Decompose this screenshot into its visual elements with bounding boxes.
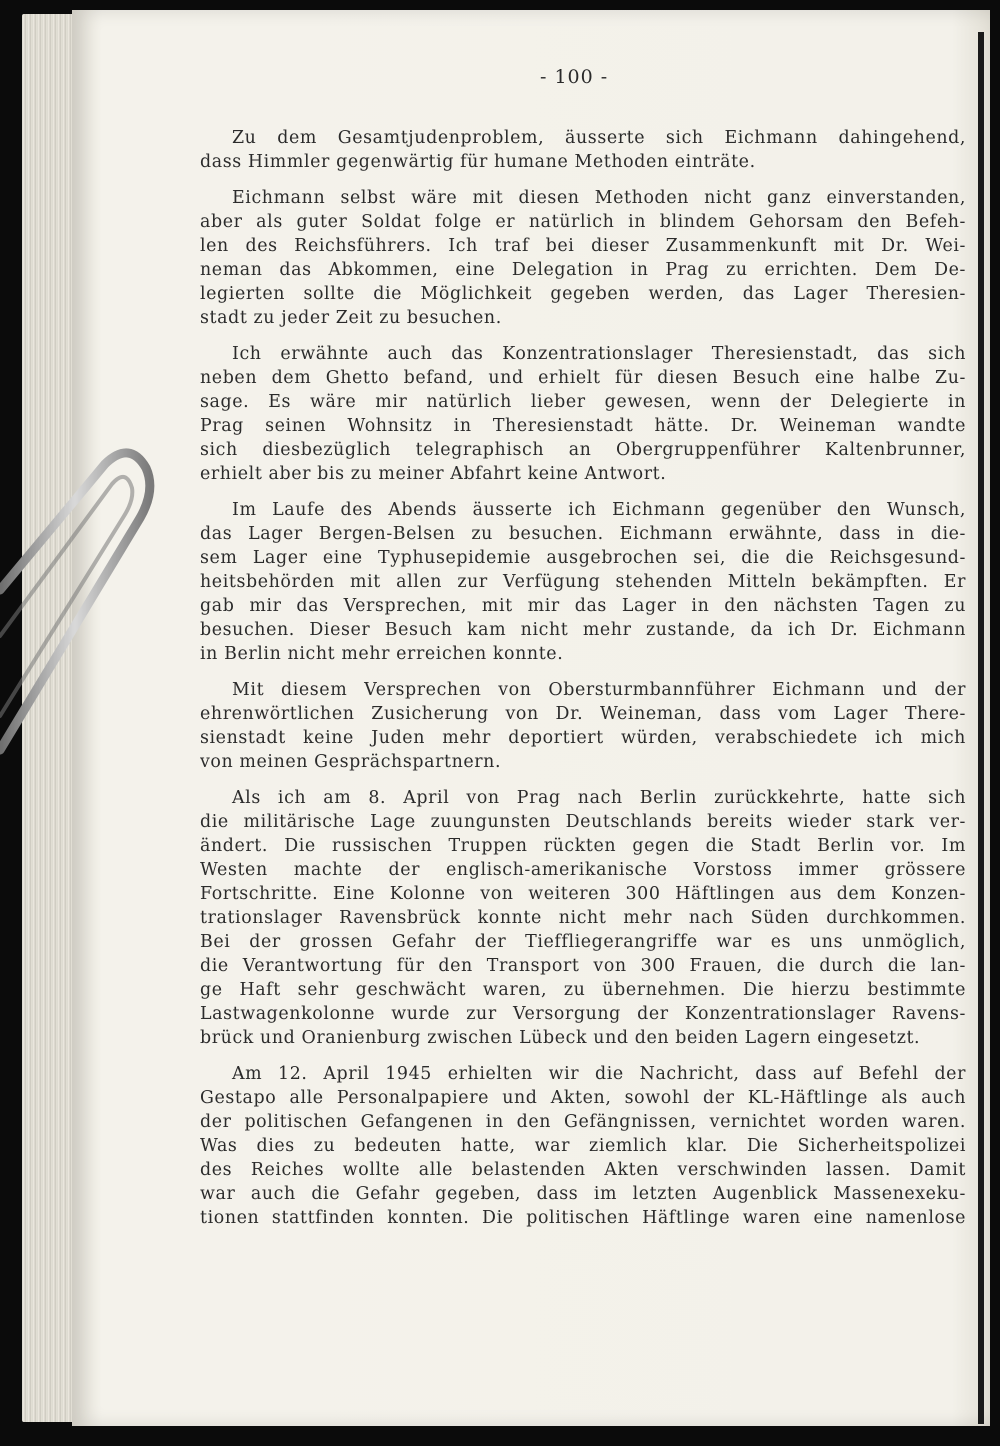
text-line: neben dem Ghetto befand, und erhielt für diesen Besuch eine halbe Zu- [200, 368, 966, 388]
text-line: Eichmann selbst wäre mit diesen Methoden nicht ganz einverstanden, [232, 188, 966, 208]
text-line: Gestapo alle Personalpapiere und Akten, sowohl der KL-Häftlinge als auch [200, 1088, 966, 1108]
text-line: Lastwagenkolonne wurde zur Versorgung der Konzentrationslager Ravens- [200, 1004, 966, 1024]
text-line: brück und Oranienburg zwischen Lübeck und den beiden Lagern eingesetzt. [200, 1028, 921, 1048]
document-body [200, 126, 966, 1242]
text-line: Bei der grossen Gefahr der Tieffliegerangriffe war es uns unmöglich, [200, 932, 966, 952]
text-line: Am 12. April 1945 erhielten wir die Nachricht, dass auf Befehl der [232, 1064, 966, 1084]
text-line: des Reiches wollte alle belastenden Akten verschwinden lassen. Damit [200, 1160, 966, 1180]
text-line: Mit diesem Versprechen von Obersturmbannführer Eichmann und der [232, 680, 966, 700]
text-line: Was dies zu bedeuten hatte, war ziemlich klar. Die Sicherheitspolizei [200, 1136, 966, 1156]
text-line: Im Laufe des Abends äusserte ich Eichmann gegenüber den Wunsch, [232, 500, 966, 520]
text-line: len des Reichsführers. Ich traf bei dieser Zusammenkunft mit Dr. Wei- [200, 236, 966, 256]
text-line: Prag seinen Wohnsitz in Theresienstadt hätte. Dr. Weineman wandte [200, 416, 966, 436]
text-line: sich diesbezüglich telegraphisch an Obergruppenführer Kaltenbrunner, [200, 440, 966, 460]
text-line: trationslager Ravensbrück konnte nicht mehr nach Süden durchkommen. [200, 908, 966, 928]
text-line: Fortschritte. Eine Kolonne von weiteren 300 Häftlingen aus dem Konzen- [200, 884, 966, 904]
text-line: stadt zu jeder Zeit zu besuchen. [200, 308, 502, 328]
paragraph-2 [200, 186, 966, 330]
paragraph-6 [200, 786, 966, 1050]
paragraph-7 [200, 1062, 966, 1230]
page-number: - 100 - [540, 66, 609, 88]
text-line: sem Lager eine Typhusepidemie ausgebrochen sei, die die Reichsgesund- [200, 548, 966, 568]
text-line: ge Haft sehr geschwächt waren, zu übernehmen. Die hierzu bestimmte [200, 980, 966, 1000]
paragraph-5 [200, 678, 966, 774]
text-line: aber als guter Soldat folge er natürlich in blindem Gehorsam den Befeh- [200, 212, 966, 232]
text-line: Westen machte der englisch-amerikanische Vorstoss immer grössere [200, 860, 966, 880]
text-line: tionen stattfinden konnten. Die politischen Häftlinge waren eine namenlose [200, 1208, 966, 1228]
text-line: Zu dem Gesamtjudenproblem, äusserte sich Eichmann dahingehend, [232, 128, 966, 148]
text-line: heitsbehörden mit allen zur Verfügung stehenden Mitteln bekämpften. Er [200, 572, 966, 592]
text-line: sienstadt keine Juden mehr deportiert würden, verabschiedete ich mich [200, 728, 966, 748]
text-line: die Verantwortung für den Transport von 300 Frauen, die durch die lan- [200, 956, 966, 976]
scan-edge-strip [978, 32, 984, 1424]
text-line: gab mir das Versprechen, mit mir das Lager in den nächsten Tagen zu [200, 596, 966, 616]
text-line: legierten sollte die Möglichkeit gegeben werden, das Lager Theresien- [200, 284, 966, 304]
text-line: besuchen. Dieser Besuch kam nicht mehr zustande, da ich Dr. Eichmann [200, 620, 966, 640]
paragraph-4 [200, 498, 966, 666]
text-line: der politischen Gefangenen in den Gefängnissen, vernichtet worden waren. [200, 1112, 966, 1132]
text-line: Ich erwähnte auch das Konzentrationslager Theresienstadt, das sich [232, 344, 966, 364]
text-line: von meinen Gesprächspartnern. [200, 752, 502, 772]
text-line: sage. Es wäre mir natürlich lieber gewesen, wenn der Delegierte in [200, 392, 966, 412]
text-line: das Lager Bergen-Belsen zu besuchen. Eichmann erwähnte, dass in die- [200, 524, 966, 544]
text-line: dass Himmler gegenwärtig für humane Methoden einträte. [200, 152, 756, 172]
text-line: Als ich am 8. April von Prag nach Berlin zurückkehrte, hatte sich [232, 788, 966, 808]
text-line: erhielt aber bis zu meiner Abfahrt keine Antwort. [200, 464, 667, 484]
text-line: in Berlin nicht mehr erreichen konnte. [200, 644, 564, 664]
text-line: ehrenwörtlichen Zusicherung von Dr. Weineman, dass vom Lager There- [200, 704, 966, 724]
paragraph-3 [200, 342, 966, 486]
text-line: ändert. Die russischen Truppen rückten gegen die Stadt Berlin vor. Im [200, 836, 966, 856]
text-line: neman das Abkommen, eine Delegation in Prag zu errichten. Dem De- [200, 260, 966, 280]
text-line: war auch die Gefahr gegeben, dass im letzten Augenblick Massenexeku- [200, 1184, 966, 1204]
paragraph-1 [200, 126, 966, 174]
paperclip-icon [0, 440, 170, 780]
text-line: die militärische Lage zuungunsten Deutschlands bereits wieder stark ver- [200, 812, 966, 832]
